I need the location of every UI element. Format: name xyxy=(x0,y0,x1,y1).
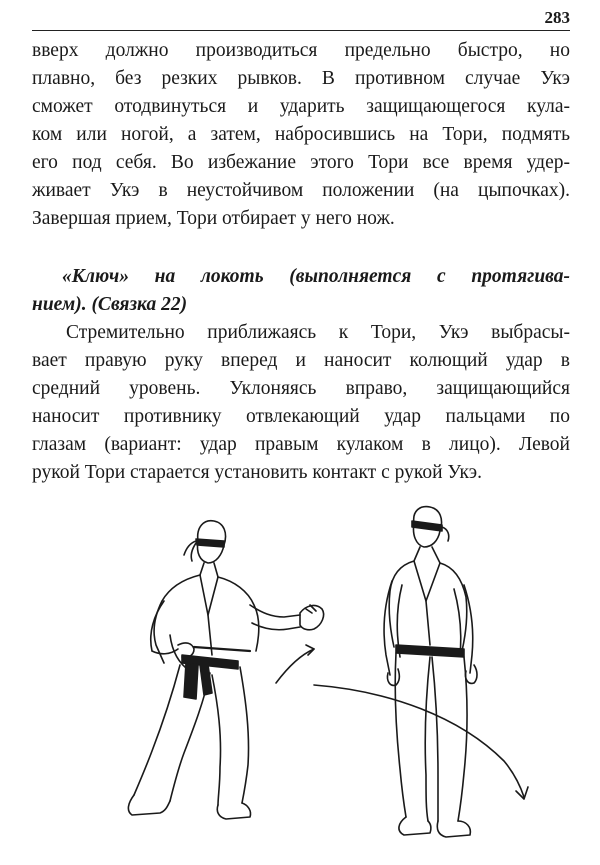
paragraph-1-line: сможет отодвинуться и ударить защищающегося кула- xyxy=(32,96,570,117)
paragraph-2-line: средний уровень. Уклоняясь вправо, защищающийся xyxy=(32,378,570,399)
header-rule xyxy=(32,30,570,31)
paragraph-2-line: наносит противнику отвлекающий удар пальцами по xyxy=(32,406,570,427)
paragraph-1-line: живает Укэ в неустойчивом положении (на цыпочках). xyxy=(32,180,570,201)
paragraph-1-line: его под себя. Во избежание этого Тори все время удер- xyxy=(32,152,570,173)
section-heading-line: нием). (Связка 22) xyxy=(32,294,188,315)
section-heading xyxy=(32,263,570,319)
figure-uke xyxy=(384,507,477,837)
paragraph-2-line: рукой Тори старается установить контакт с рукой Укэ. xyxy=(32,462,482,483)
illustration xyxy=(100,505,540,850)
figure-tori xyxy=(128,521,323,819)
page-number: 283 xyxy=(544,8,570,27)
paragraph-2-line: глазам (вариант: удар правым кулаком в лицо). Левой xyxy=(32,434,570,455)
paragraph-2-line: вает правую руку вперед и наносит колющий удар в xyxy=(32,350,570,371)
paragraph-1-line: плавно, без резких рывков. В противном случае Укэ xyxy=(32,68,570,89)
paragraph-2 xyxy=(32,319,570,487)
paragraph-1 xyxy=(32,37,570,233)
paragraph-1-line: Завершая прием, Тори отбирает у него нож. xyxy=(32,208,395,229)
paragraph-2-line: Стремительно приближаясь к Тори, Укэ выбрасы- xyxy=(66,322,570,343)
section-heading-line: «Ключ» на локоть (выполняется с протягива- xyxy=(62,266,570,287)
paragraph-1-line: ком или ногой, а затем, набросившись на Тори, подмять xyxy=(32,124,570,145)
trajectory-arrow xyxy=(314,685,524,797)
motion-arrow-head xyxy=(306,645,314,655)
paragraph-1-line: вверх должно производиться предельно быстро, но xyxy=(32,40,570,61)
